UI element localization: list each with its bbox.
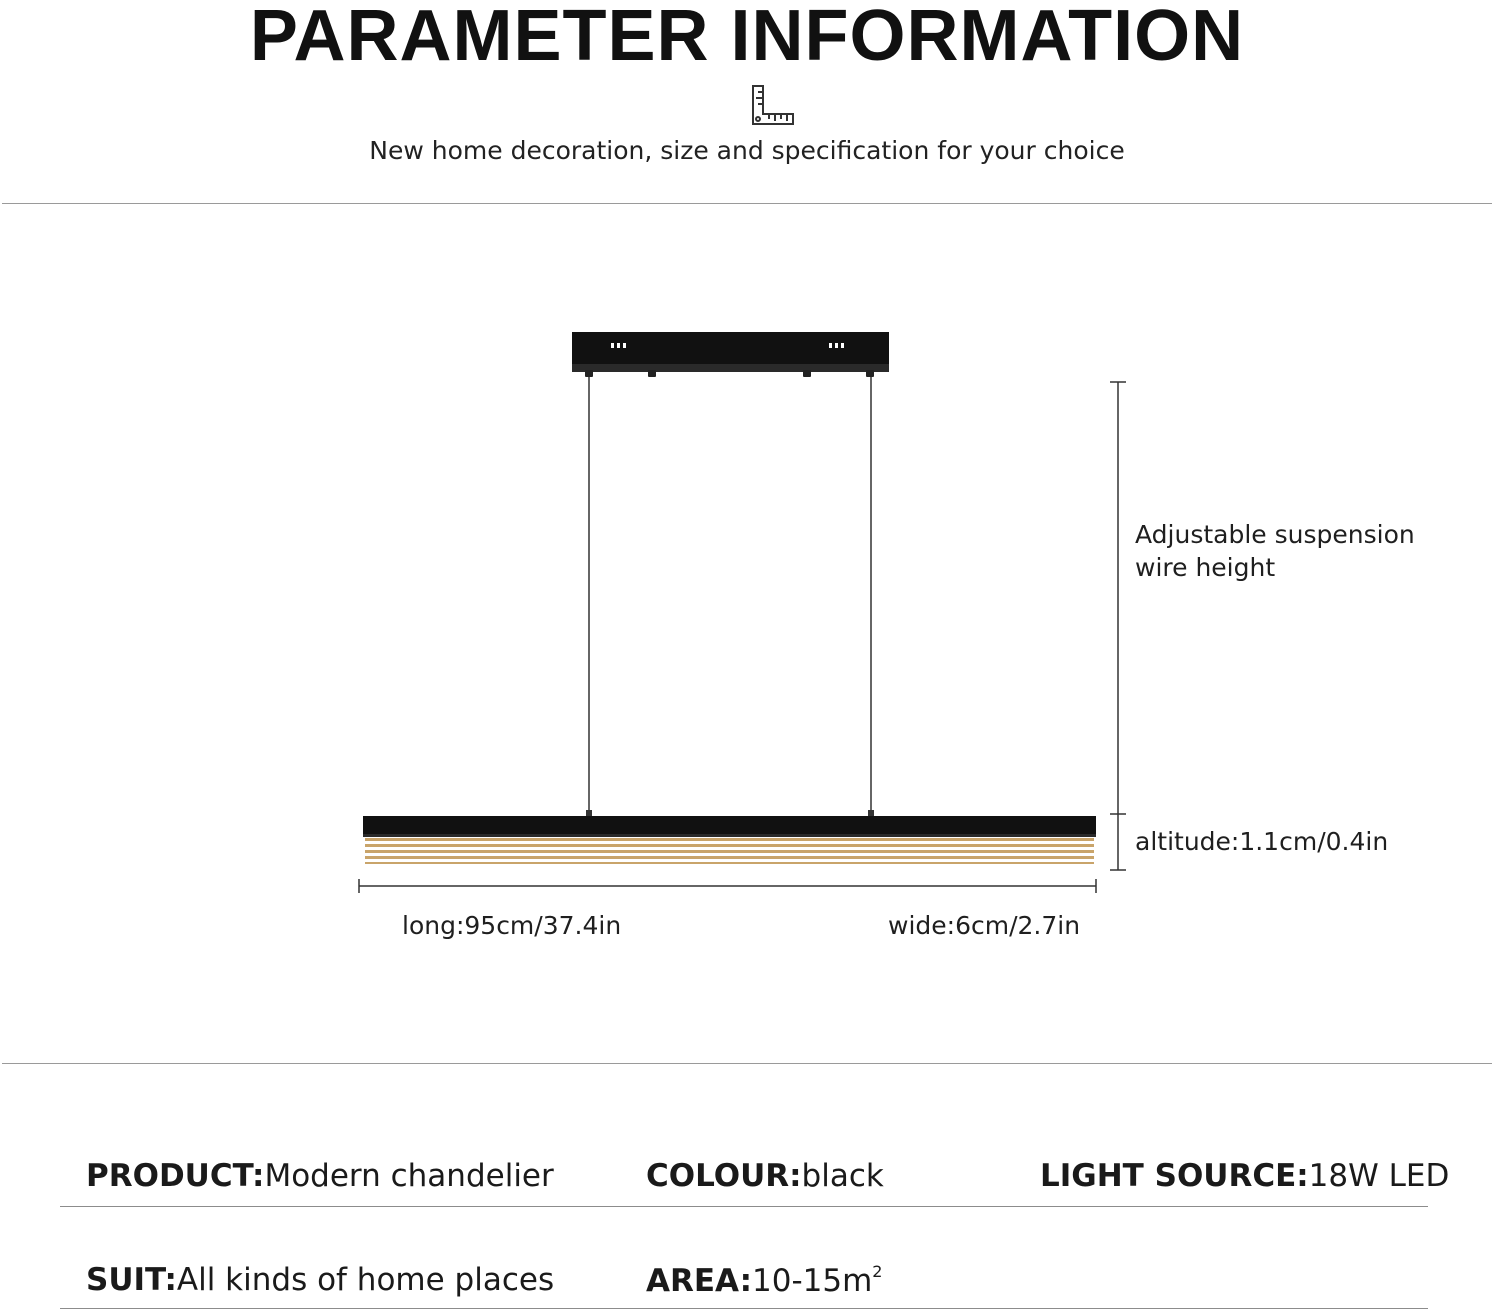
suspension-label-line1: Adjustable suspension: [1135, 520, 1415, 549]
spec-row-divider-1: [60, 1206, 1428, 1207]
canopy-base: [572, 364, 889, 372]
spec-colour-key: COLOUR:: [646, 1158, 802, 1194]
middle-divider: [2, 1063, 1492, 1064]
spec-colour: [646, 1158, 884, 1194]
spec-light-source: [1040, 1158, 1449, 1194]
subtitle: New home decoration, size and specification for your choice: [369, 136, 1125, 165]
spec-row-divider-2: [60, 1308, 1428, 1309]
width-label: wide:6cm/2.7in: [888, 911, 1081, 940]
altitude-dimension-line: [1110, 814, 1126, 870]
spec-area-key: AREA:: [646, 1263, 753, 1299]
suspension-label-line2: wire height: [1135, 553, 1276, 582]
suspension-dimension-line: [1110, 382, 1126, 814]
spec-light-source-key: LIGHT SOURCE:: [1040, 1158, 1309, 1194]
spec-colour-value: black: [801, 1158, 884, 1194]
spec-suit: [86, 1262, 554, 1298]
spec-area: [646, 1262, 882, 1299]
spec-area-value: 10-15m: [752, 1263, 873, 1299]
altitude-label: altitude:1.1cm/0.4in: [1135, 827, 1389, 856]
spec-product-key: PRODUCT:: [86, 1158, 265, 1194]
spec-product-value: Modern chandelier: [264, 1158, 554, 1194]
spec-light-source-value: 18W LED: [1308, 1158, 1450, 1194]
lamp-body: [363, 816, 1096, 834]
length-label: long:95cm/37.4in: [402, 911, 622, 940]
length-dimension-line: [359, 879, 1096, 893]
spec-product: [86, 1158, 554, 1194]
spec-suit-key: SUIT:: [86, 1262, 177, 1298]
lamp-gold-strips: [365, 838, 1094, 864]
spec-area-superscript: 2: [872, 1262, 883, 1281]
ceiling-canopy: [572, 332, 889, 366]
page-title: PARAMETER INFORMATION: [249, 0, 1245, 76]
spec-suit-value: All kinds of home places: [176, 1262, 555, 1298]
